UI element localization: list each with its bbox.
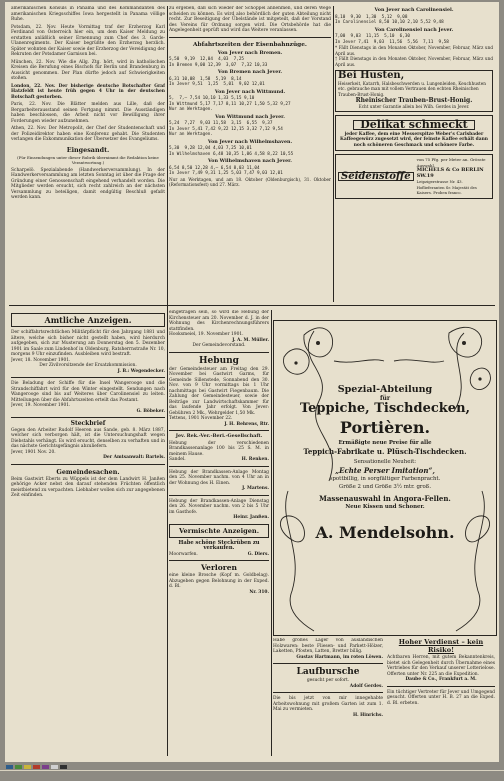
news-paragraph: amerikanischen Konsuls in Panama und des Kommandanten des amerikanischen Kriegsschiffes Iowa hergestellt in Panama völlige Ruhe. [11, 6, 165, 22]
notice-date: Hooksmeiel, 19. November 1901. [169, 332, 244, 337]
news-paragraph: Potsdam, 22. Nov. Heute Vormittag traf der Erzherzog Karl Ferdinand von Österreich hier ein, um dem Kaiser Meldung zu erstatten anläßlich seiner Ernennung zum Chef des 3. Garde-Ulanenregiments. Der Kaiser begrüßte den Erzherzog herzlich. Später wohnten der Kaiser sowie der Erzherzog der Vereidigung der Rekruten der Potsdamer Garnison bei. [11, 24, 165, 57]
divider [11, 417, 165, 418]
timetable-route: Von Jever nach Wittmund. [214, 88, 286, 95]
timetable-row: Nur an Werktagen. [169, 132, 213, 137]
divider [11, 464, 165, 465]
timetable-row: 5,24 7,27 9,03 11,58 3,15 6,55 9,37 [169, 121, 273, 126]
notices-column-left [11, 310, 165, 760]
timetable-route: Von Wilhelmshaven nach Jever. [208, 158, 292, 164]
divider [11, 377, 165, 378]
notice-text: eingetragen sein, so wird die Hebung der Kirchensteuer am 20. November d. J. in der Wohnung des Kirchenrechnungsführers stattfinden. [169, 310, 269, 332]
ad-text: Ein tüchtiger Vertreter für Jever und Umgegend gesucht. Offerten unter H. B. 27 an die Exped. d. Bl. erbeten. [387, 689, 495, 706]
notice-text: Der schiffahrtsrechtlichen Militärpflicht für den Jahrgang 1881 und ältere, welche sich bisher nicht gestellt haben, wird hierdurch aufgegeben, sich zur Musterung am Donnerstag den 5. Dezember 1901 im Saale zum Lindenhof in Oldenburg, Ratsherrnstraße Nr. 10, morgens 9 Uhr einzufinden. Ausbleiben wird bestraft. [11, 330, 165, 357]
ad-signature: G. Diers. [247, 551, 269, 557]
timetable-route: Von Jever nach Carolinensiel. [374, 7, 454, 13]
news-paragraph: Paris, 22. Nov. Die Blätter melden aus Lille, daß der Bergarbeiterausstand seinen Fortgang nimmt. Die Ausständigen haben beschlossen, die Arbeit nicht vor Bewilligung ihrer Forderungen wieder aufzunehmen. [11, 102, 165, 124]
ad-signature: Adolf Gerdes. [349, 683, 383, 689]
notice-text: Beim Gastwirt Eberts zu Wüppels ist der dem Landwirt H. Janßen gehörige Acker nebst den darauf stehenden Früchten öffentlich meistbietend zu verpachten. Liebhaber wollen sich zur angegebenen Zeit einfinden. [11, 476, 165, 498]
notice-place: Sandel. [169, 457, 186, 462]
section-heading: Eingesandt. [66, 145, 110, 154]
column-rule [271, 310, 272, 756]
notice-text: Hebung der Brandkassen-Anlage Montag den 25. November nachm. von 4 Uhr an in der Wohnung des H. Einen. [169, 469, 269, 486]
section-heading: Hebung [199, 355, 239, 366]
ad-firm-name: Daube & Co., Frankfurt a. M. [405, 677, 477, 682]
section-heading: Gemeindesachen. [56, 467, 120, 476]
section-heading: Vermischte Anzeigen. [169, 524, 269, 538]
news-paragraph: London, 22. Nov. Der bisherige deutsche Botschafter Graf Hatzfeldt ist heute früh gegen 4 Uhr in der deutschen Botschaft gestorben. [11, 83, 165, 100]
notices-bottom-right [387, 638, 495, 760]
notice-text: der Gemeindesteuer am Freitag den 29. November bei Gastwirt Garms, für Gemeinde Sillenstede, Sonnabend den 30. Nov. von 9 Uhr vormittags bis 1 Uhr nachmittags bei Gastwirt Fiegenbaum. Die Zahlung der Gemeindesteuer, sowie der Beiträge zur Landwirtschaftskammer für das laufende Jahr erfolgt. Von Jever: Gebühren 2 Mk., Wehrgelder 1,50 Mk. [169, 366, 269, 416]
notice-signature: J. H. Behrens, Rtr. [224, 421, 269, 427]
ad-text: Achtbaren Herren, mit gutem Bekanntenkreis, bietet sich Gelegenheit durch Übernahme eines Vertriebes für den Verkauf unserer Lotterielose. Offerten unter Nr. 225 an die Expedition. [387, 655, 495, 677]
notice-date: Jever, 18. November 1901. [11, 357, 71, 363]
notice-signature: G. Böbeker. [136, 408, 165, 414]
lily-ornament-icon [274, 321, 496, 635]
timetable-row: 5,50 9,19 12,04 4,03 7,25 [169, 57, 245, 62]
ad-headline: Teppiche, Tischdecken, [299, 401, 471, 416]
ad-text: Die bis jetzt von mir innegehabte Arbeitswohnung mit großem Garten ist zum 1. Mai zu vermieten. [273, 696, 383, 712]
notice-signature: Heinr. Janßen. [233, 515, 269, 520]
ad-headline: Delikat schmeckt [353, 120, 474, 130]
ad-firm-name: A. Mendelsohn. [315, 523, 455, 542]
color-swatch [15, 765, 22, 769]
ad-heading: für [379, 395, 391, 402]
divider [169, 430, 269, 431]
ad-text: Größe 2 und Größe 3½ mtr. groß. [338, 484, 432, 490]
news-paragraph: München, 22. Nov. Wie die Allg. Ztg. hört, wird in katholischen Kreisen die Berufung eines Bischofs für Berlin und Brandenburg in Aussicht genommen. Der Plan dürfte jedoch auf Schwierigkeiten stoßen. [11, 59, 165, 81]
ad-place: Moorwarfen. [169, 551, 198, 557]
timetable-row: 8,10 9,30 1,30 5,12 9,08 [335, 14, 408, 20]
ad-text: Neue Kissen und Schoner. [345, 504, 425, 510]
divider [169, 495, 269, 496]
editorial-note: (Für Einsendungen unter dieser Rubrik übernimmt die Redaktion keine Verantwortung.) [17, 154, 159, 165]
section-heading: Steckbrief [70, 420, 106, 427]
color-swatch [6, 765, 13, 769]
ad-text: eine kleine Brosche (Kopf m. Goldbelag). Abzugeben gegen Belohnung in der Exped. d. Bl. [169, 573, 269, 589]
ad-footer [169, 552, 269, 558]
newspaper-page [5, 2, 499, 762]
notice-signature: J. Martens. [242, 486, 269, 491]
scan-calibration-strip [0, 762, 504, 775]
seidenstoffe-ad [335, 154, 493, 199]
timetable-note: † Fällt Dienstags in den Monaten Oktober, November, Februar, März und April aus. [335, 56, 493, 67]
horizontal-divider [9, 305, 495, 306]
notice-date: Jever, 19. November 1901. [11, 403, 71, 408]
timetable-row: In Wittmund 5,17 7,17 8,11 10,27 1,50 5,32 9,27 [169, 101, 291, 107]
ad-signature: H. Hinrichs. [352, 712, 383, 718]
ad-heading: Spezial-Abteilung [337, 384, 433, 395]
divider [273, 663, 383, 664]
husten-ad [335, 70, 493, 112]
ads-column-right [335, 6, 493, 302]
notice-footer [169, 457, 269, 463]
ad-brand: Rheinischer Trauben-Brust-Honig. [355, 97, 473, 104]
section-heading: Laufbursche [296, 667, 360, 677]
section-heading: Amtliche Anzeigen. [11, 313, 165, 327]
ad-text: Ermäßigte neue Preise für alle [338, 440, 432, 446]
news-column-left [11, 6, 165, 302]
color-swatch [60, 765, 67, 769]
notice-text: Gegen den Arbeiter Rudolf Heeren aus Sande, geb. 8. März 1887, welcher sich verborgen hält, ist die Untersuchungshaft wegen Diebstahls verhängt. Es wird ersucht, denselben zu verhaften und in das nächste Gerichtsgefängnis abzuliefern. [11, 427, 165, 449]
timetable-title: Abfahrtszeiten der Eisenbahnzüge. [193, 41, 307, 48]
ad-signature: Gustav Hartmann, im roten Löwen. [296, 654, 383, 660]
timetable-row: In Wilhelmshaven 6,48 10,35 1,06 4,58 8,22 10,55 [169, 151, 294, 157]
ad-headline: Bei Husten, [338, 70, 405, 81]
divider [169, 37, 331, 38]
timetable-route: Von Jever nach Bremen. [217, 49, 283, 56]
timetable-row: 6,31 10,08 1,58 5,19 8,14 [169, 76, 242, 82]
divider [273, 692, 383, 693]
ad-emphasis: Massenauswahl in Angora-Fellen. [319, 494, 451, 503]
notice-date: Jever, 1901 Nov. 20. [11, 449, 56, 455]
column-rule [333, 6, 334, 302]
timetable-row: In Bremen 9,00 12,39 3,07 7,32 10,33 [169, 62, 268, 68]
timetable-note: * Fällt Dienstags in den Monaten Oktober, November, Februar, März und April aus. [335, 45, 493, 56]
timetable-row: Nur an Werktagen. [169, 107, 213, 112]
notice-text: Die Beladung der Schiffe für die Insel Wangerooge und die Strandschiffahrt wird für den Winter eingestellt. Sendungen nach Wangerooge sind bis auf Weiteres über Carolinensiel zu leiten. Mitteilungen über die Abfahrtszeiten erteilt das Postamt. [11, 381, 165, 403]
timetable-route: Von Jever nach Wilhelmshaven. [207, 138, 293, 145]
timetable-row: 7,00 9,03 11,15 5,10 6,30 [335, 34, 411, 39]
color-swatch [24, 765, 31, 769]
color-checker-icon [0, 764, 504, 777]
timetable-row: In Jever 9,51 1,25 5,01 9,02 12,01 [169, 82, 265, 87]
timetable-column [169, 6, 331, 302]
section-heading: Hoher Verdienst – kein Risiko! [398, 638, 484, 654]
ad-headline: Seidenstoffe [338, 172, 414, 182]
notice-office: Der Zivilvorsitzende der Ersatzkommission. [39, 363, 137, 368]
ad-text: Sensationelle Neuheit: [353, 459, 417, 465]
news-paragraph: zu ergeben, daß sich wieder der Schoppel annehmen, und deren Wege scheiden zu können. Es wird also behördlich der guten Abteilung nicht recht. Zur Beseitigung der Übelstände ist mitgeteilt, daß der Vorstand des Vereins für Ordnung sorgen wird. Die Ortsbehörde hat die Angelegenheit geprüft und wird das Weitere veranlassen. [169, 6, 331, 33]
timetable-row: 5, 7,— 7,54 10,10 1,33 5,15 9,10 [169, 96, 255, 101]
color-swatch [51, 765, 58, 769]
divider [387, 686, 495, 687]
ad-text: Habe schöne Steckrüben zu verkaufen. [178, 539, 260, 551]
notice-signature: J. B.: Wegendecker. [117, 368, 165, 374]
color-swatch [33, 765, 40, 769]
divider [169, 352, 269, 353]
timetable-route: Von Wittmund nach Jever. [215, 113, 285, 120]
notice-text: Hebung der verschiedenen Brandkassenanlage 100 bis 25 S. M. in meinem Hause. [169, 440, 269, 457]
ad-text: gesucht per sofort. [306, 678, 350, 683]
notice-signature: Der Amtsanwalt: Bartels. [103, 455, 165, 460]
news-paragraph: Scharpelö. Spezialabende (Handwerkerversammlung). In der Handwerkerversammlung am letzten Sonntag ist über die Frage der Gründung einer Genossenschaft eingehend verhandelt worden. Die Mitglieder werden ersucht, sich recht zahlreich an der nächsten Versammlung zu beteiligen, damit endgültig Beschluß gefaßt werden kann. [11, 167, 165, 200]
notice-date: Tettens, 1901 November 22. [169, 416, 233, 421]
ad-number: Nr. 310. [249, 589, 269, 595]
notice-signature: H. Renken. [241, 457, 269, 462]
notice-text: Hebung der Brandkassen-Anlage Dienstag den 26. November nachm. von 2 bis 5 Uhr im Gasthofe. [169, 498, 269, 515]
timetable-note: Nur an Werktagen, und am 18. Oktober (Oldenburgisch), 31. Oktober (Reformationsfest) und 27. März. [169, 176, 331, 187]
timetable-row: In Jever 7,41 9,03 11,56 5,56 7,11 9,58 [335, 39, 449, 45]
ad-text: Echt unter Garantie allein bei Wilh. Gerdes in Jever. [358, 103, 470, 109]
ad-text: Heiserkeit, Katarrh, Halsbeschwerden u. Lungenleiden, Keuchhusten etc. gebrauche man mit vollem Vertrauen den echten Rheinischen Trauben-Brust-Honig. [338, 80, 486, 97]
ad-text: jeder Kaffee, dem eine Messerspitze Weber's Carlsbader Kaffeegewürz zugesetzt wird, der feinste Kaffee erhält dann noch schöneren Geschmack und schönere Farbe. [340, 131, 488, 148]
timetable-row: In Carolinensiel 8,50 10,10 2,10 5,52 9,48 [335, 20, 444, 25]
column-rule [167, 6, 168, 756]
timetable-row: In Jever 5,41 7,42 9,22 12,15 3,32 7,12 9,54 [169, 126, 283, 132]
ad-body [417, 157, 490, 196]
notice-signature: J. A. M. Müller. [232, 337, 269, 343]
timetable-route: Von Carolinensiel nach Jever. [374, 26, 454, 33]
section-heading: Verloren [201, 563, 237, 572]
timetable-row: 5,30 9,28 12,04 4,03 7,25 10,01 [169, 146, 252, 151]
mendelsohn-carpet-ad [273, 320, 497, 636]
ad-text: Habe großes Lager von ausländischen Holzwaren: beste Fliesen- und Parkett-Hölzer, Laketten, Pfosten, Latten, Bretter billig. [273, 638, 383, 654]
ad-emphasis: Teppich-Fabrikate u. Plüsch-Tischdecken. [303, 447, 467, 456]
ad-headline: Portièren. [339, 418, 431, 437]
divider [169, 466, 269, 467]
color-swatch [42, 765, 49, 769]
ad-emphasis: „Echte Perser Imitation“, [335, 466, 435, 475]
timetable-row: 6,54 8,50 12,28 4,— 6,54 8,03 11,04 [169, 165, 260, 171]
ad-text: Leipzigerstrasse Nr. 43. Hoflieferanten Sr. Majestät des Kaisers. Proben franco. [416, 179, 477, 195]
news-paragraph: Athen, 22. Nov. Der Metropolit, der Chef der Studentenschaft und der Polizeidirektor haben eine Konferenz gehabt. Die Studenten verlangen die Exkommunikation der Übersetzer des Evangeliums. [11, 126, 165, 142]
divider [169, 560, 269, 561]
delikat-ad [335, 115, 493, 151]
ad-text: von 75 Pfg. per Meter an. Grösste Auswahl. [416, 157, 486, 168]
notices-bottom-middle [273, 638, 383, 760]
ad-text: spottbillig, in sorgfältiger Farbenpracht. [329, 476, 441, 482]
section-heading: Jev. Rek.-Ver.-Beri.-Gesellschaft. [175, 433, 263, 439]
ad-firm-name: MICHELS & Co BERLIN SW.19 [416, 167, 484, 179]
notice-office: Der Gemeindevorstand. [192, 343, 246, 348]
timetable-row: In Jever 7,49 9,31 1,25 5,03 7,47 9,03 12,01 [169, 171, 283, 176]
notices-column-middle [169, 310, 269, 760]
timetable-route: Von Bremen nach Jever. [217, 69, 283, 75]
